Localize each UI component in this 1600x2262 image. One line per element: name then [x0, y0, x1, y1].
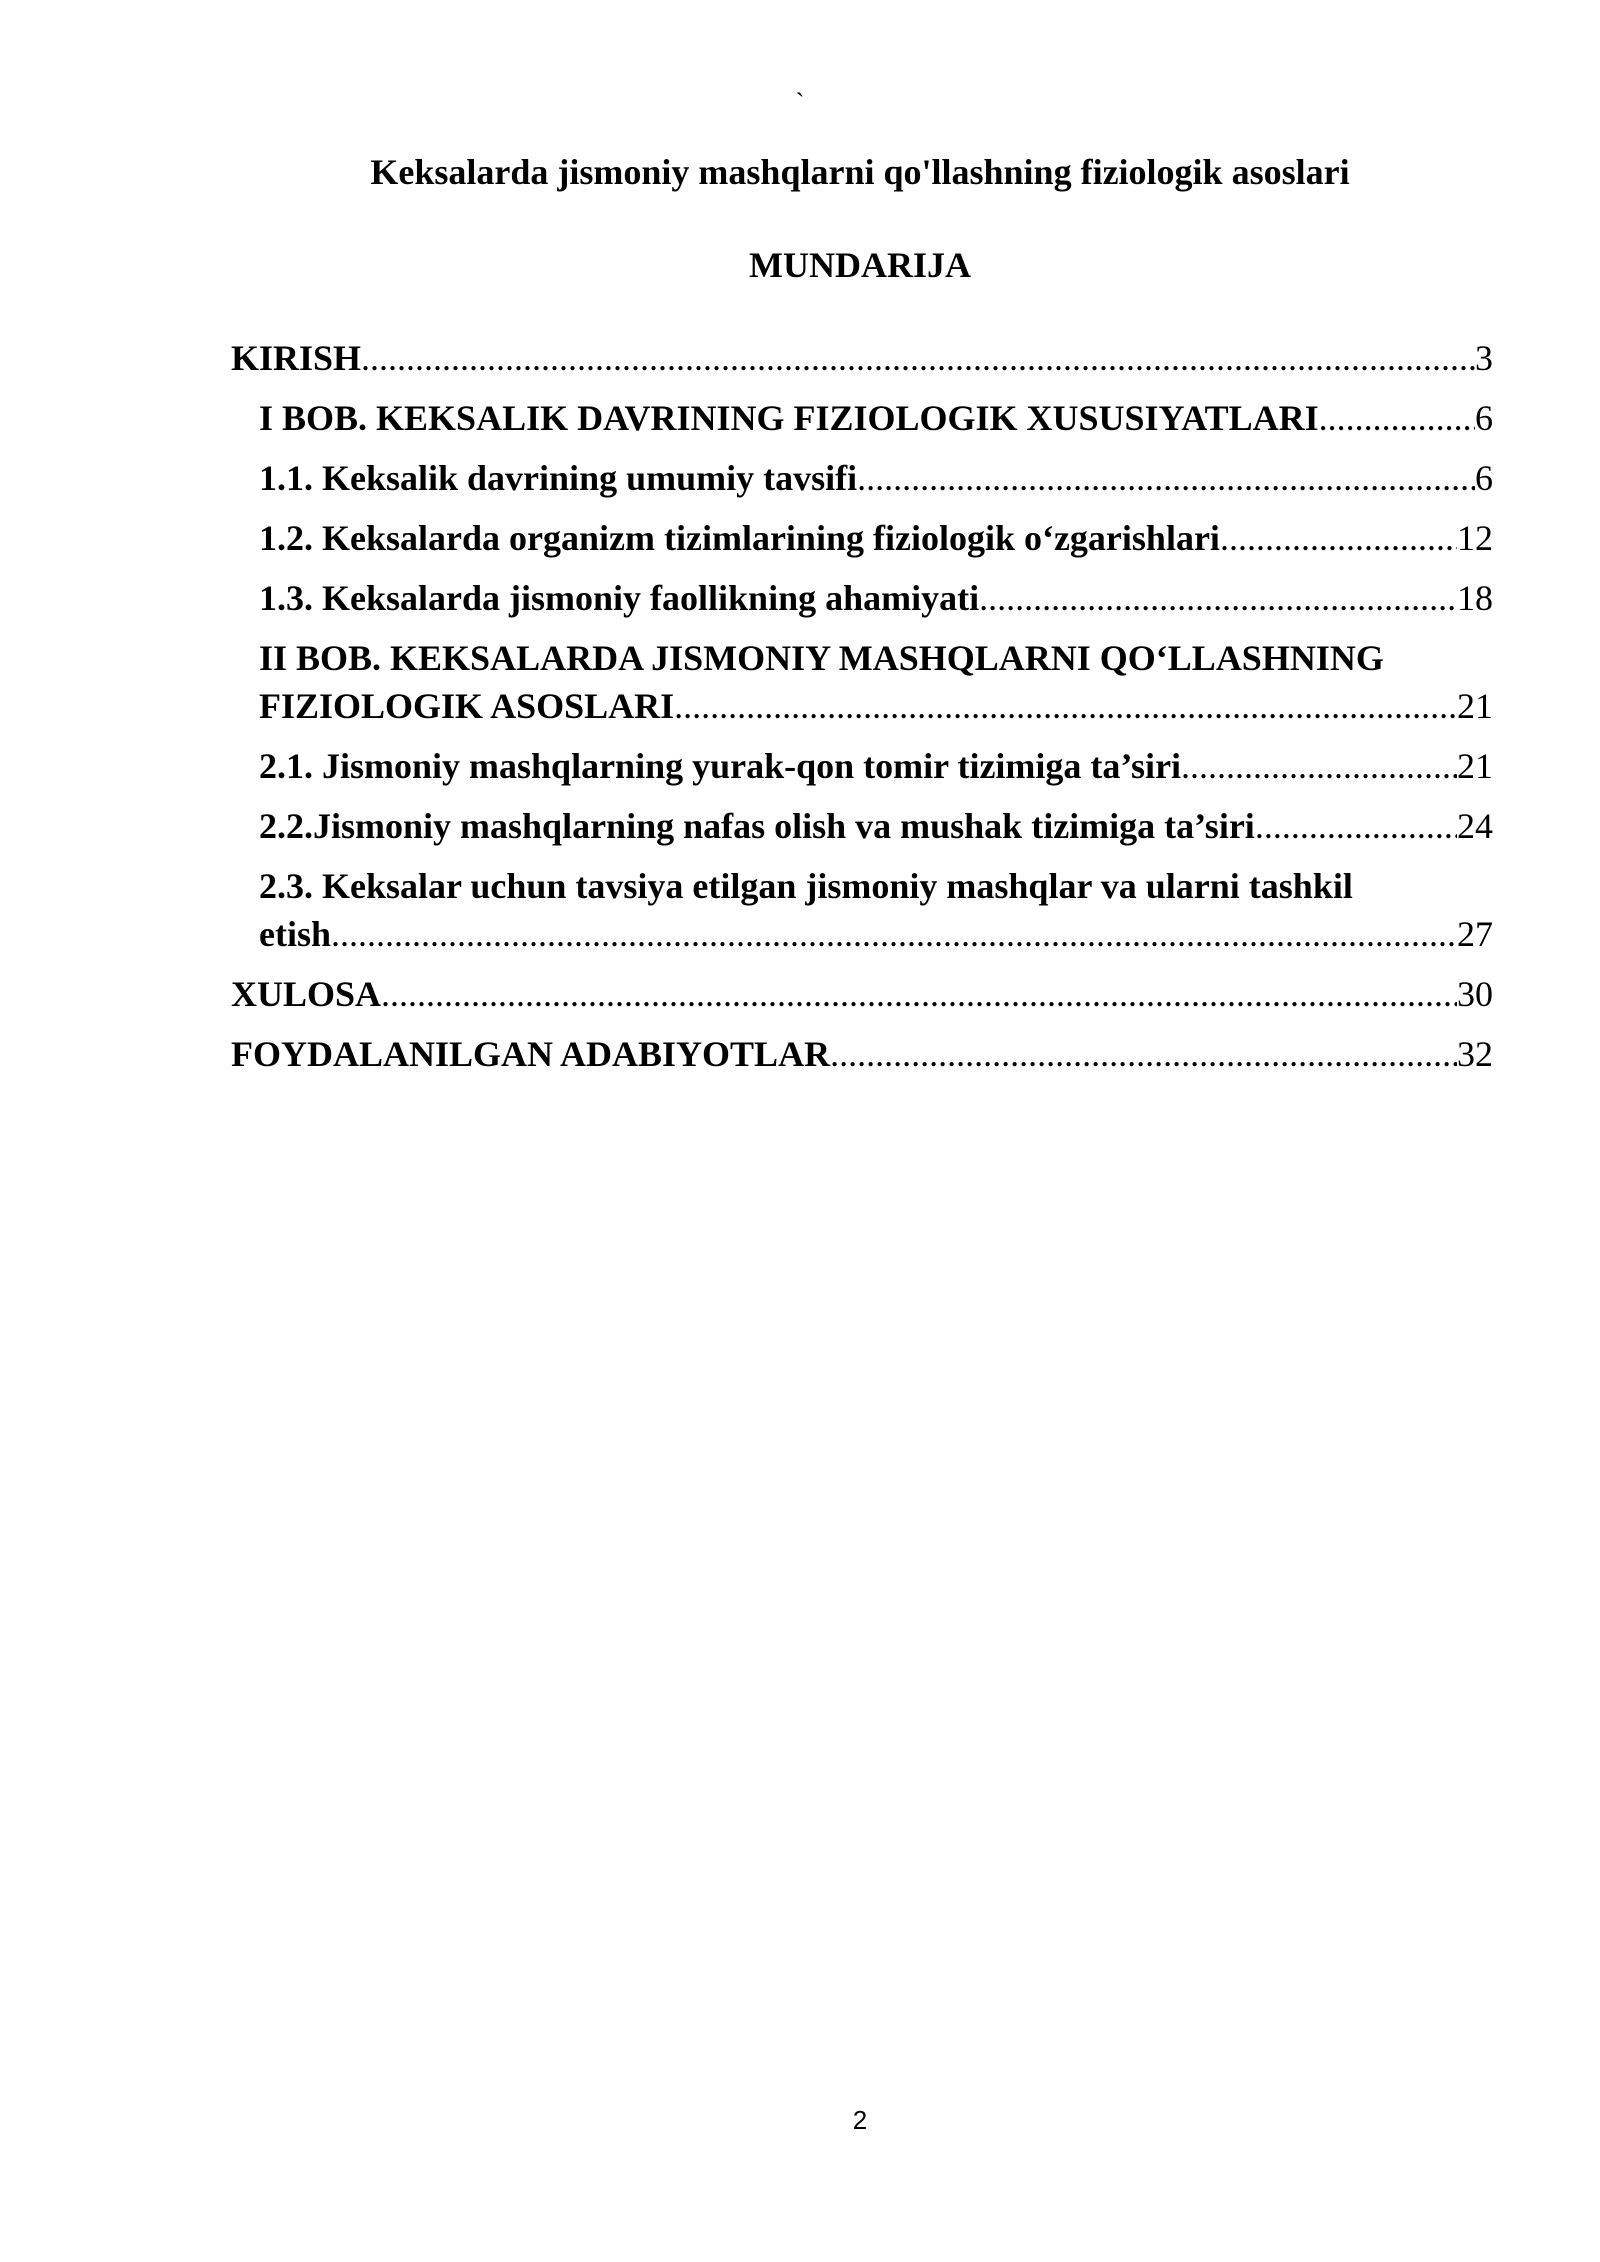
- toc-dot-leader: [1220, 514, 1457, 562]
- toc-dot-leader: [361, 334, 1475, 382]
- toc-entry-label: FOYDALANILGAN ADABIYOTLAR: [231, 1034, 831, 1074]
- toc-entry-page: 6: [1475, 458, 1493, 498]
- toc-entry-label-line2: etish: [259, 914, 331, 954]
- toc-entry-page: 12: [1457, 518, 1493, 558]
- toc-entry-label: 1.2. Keksalarda organizm tizimlarining fiziologik o‘zgarishlari: [259, 518, 1220, 558]
- toc-dot-leader: [830, 1030, 1457, 1078]
- toc-entry-label-line2: FIZIOLOGIK ASOSLARI: [259, 686, 675, 726]
- toc-entry-page: 18: [1457, 578, 1493, 618]
- toc-entry-page: 27: [1457, 914, 1493, 954]
- toc-entry-chapter-1[interactable]: [259, 394, 1493, 442]
- toc-entry-section-1-3[interactable]: [259, 574, 1493, 622]
- toc-entry-label: 2.2.Jismoniy mashqlarning nafas olish va mushak tizimiga ta’siri: [259, 806, 1255, 846]
- toc-entry-section-1-1[interactable]: [259, 454, 1493, 502]
- toc-heading: MUNDARIJA: [749, 245, 971, 285]
- page-number: 2: [852, 2105, 868, 2135]
- toc-dot-leader: [674, 682, 1457, 730]
- toc-entry-label: XULOSA: [231, 974, 382, 1014]
- toc-entry-kirish[interactable]: [231, 334, 1493, 382]
- toc-entry-label: 1.3. Keksalarda jismoniy faollikning ahamiyati: [259, 578, 980, 618]
- toc-entry-section-2-2[interactable]: [259, 802, 1493, 850]
- toc-dot-leader: [1255, 802, 1457, 850]
- header-mark: `: [795, 88, 805, 117]
- toc-dot-leader: [1181, 742, 1457, 790]
- toc-entry-page: 24: [1457, 806, 1493, 846]
- toc-entry-page: 3: [1475, 338, 1493, 378]
- toc-entry-label: 1.1. Keksalik davrining umumiy tavsifi: [259, 458, 858, 498]
- toc-entry-label: 2.1. Jismoniy mashqlarning yurak-qon tomir tizimiga ta’siri: [259, 746, 1182, 786]
- toc-entry-page: 21: [1457, 686, 1493, 726]
- toc-dot-leader: [381, 970, 1457, 1018]
- toc-dot-leader: [857, 454, 1475, 502]
- toc-entry-label: KIRISH: [231, 338, 362, 378]
- toc-entry-section-1-2[interactable]: [259, 514, 1493, 562]
- toc-entry-label: I BOB. KEKSALIK DAVRINING FIZIOLOGIK XUSUSIYATLARI: [259, 398, 1319, 438]
- toc-entry-chapter-2[interactable]: [259, 634, 1493, 730]
- toc-entry-page: 32: [1457, 1034, 1493, 1074]
- toc-entry-page: 21: [1457, 746, 1493, 786]
- toc-entry-label-line1: II BOB. KEKSALARDA JISMONIY MASHQLARNI QO‘LLASHNING: [259, 638, 1384, 678]
- toc-entry-section-2-3[interactable]: [259, 862, 1493, 958]
- toc-entry-label-line1: 2.3. Keksalar uchun tavsiya etilgan jismoniy mashqlar va ularni tashkil: [259, 866, 1353, 906]
- document-title: Keksalarda jismoniy mashqlarni qo'llashning fiziologik asoslari: [370, 152, 1350, 192]
- toc-entry-page: 6: [1475, 398, 1493, 438]
- toc-dot-leader: [1319, 394, 1475, 442]
- toc-dot-leader: [979, 574, 1457, 622]
- toc-entry-section-2-1[interactable]: [259, 742, 1493, 790]
- toc-dot-leader: [331, 910, 1457, 958]
- toc-entry-xulosa[interactable]: [231, 970, 1493, 1018]
- toc-entry-bibliography[interactable]: [231, 1030, 1493, 1078]
- toc-entry-page: 30: [1457, 974, 1493, 1014]
